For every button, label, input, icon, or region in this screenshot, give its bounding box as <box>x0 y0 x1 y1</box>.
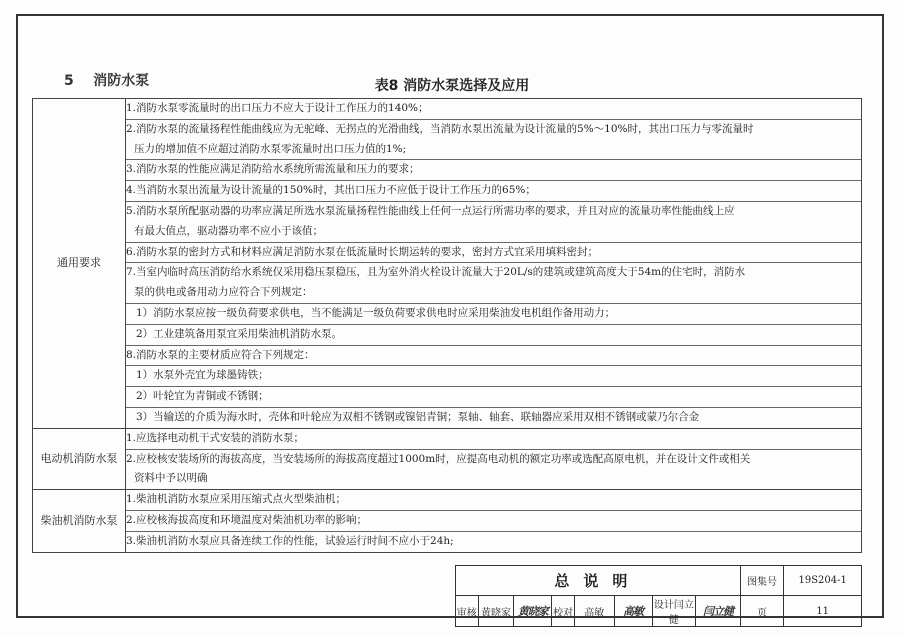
requirement-line: 6.消防水泵的密封方式和材料应满足消防水泵在低流量时长期运转的要求，密封方式宜采用填料密封； <box>126 243 861 264</box>
atlas-number: 19S204-1 <box>784 566 862 596</box>
table-row <box>33 99 862 429</box>
requirement-line: 3.柴油机消防水泵应具备连续工作的性能，试验运行时间不应小于24h; <box>126 534 454 547</box>
section-title: 消防水泵 <box>93 73 150 89</box>
table-row <box>33 428 862 489</box>
requirement-line: 2.消防水泵的流量扬程性能曲线应为无驼峰、无拐点的光滑曲线，当消防水泵出流量为设计流量的5%～10%时，其出口压力与零流量时 <box>126 122 754 135</box>
requirement-line: 7.当室内临时高压消防给水系统仅采用稳压泵稳压，且为室外消火栓设计流量大于20L/s的建筑或建筑高度大于54m的住宅时，消防水 <box>126 266 746 279</box>
design-label: 设计 <box>653 600 674 611</box>
requirement-line: 1.消防水泵零流量时的出口压力不应大于设计工作压力的140%； <box>126 99 861 120</box>
checker-name: 高敏 <box>574 596 614 627</box>
category-cell: 通用要求 <box>33 99 126 429</box>
requirement-line: 4.当消防水泵出流量为设计流量的150%时，其出口压力不应低于设计工作压力的65%； <box>126 181 861 202</box>
designer-name: 闫立健 <box>668 600 694 626</box>
reviewer-name: 黄晓家 <box>478 596 514 627</box>
requirement-line: 2）工业建筑备用泵宜采用柴油机消防水泵。 <box>126 325 861 346</box>
requirements-cell <box>126 428 862 489</box>
requirement-line: 8.消防水泵的主要材质应符合下列规定： <box>126 346 861 367</box>
checker-signature: 高敏 <box>614 596 652 627</box>
requirement-line: 3）当输送的介质为海水时，壳体和叶轮应为双相不锈钢或镍铝青铜；泵轴、轴套、联轴器应采用双相不锈钢或蒙乃尔合金 <box>136 410 700 423</box>
requirement-line: 2.应校核安装场所的海拔高度，当安装场所的海拔高度超过1000m时，应提高电动机的额定功率或选配高原电机，并在设计文件或相关 <box>126 452 751 465</box>
requirement-line: 1.柴油机消防水泵应采用压缩式点火型柴油机； <box>126 490 861 511</box>
page-label: 页 <box>740 596 784 627</box>
requirements-cell <box>126 490 862 552</box>
page-number: 11 <box>784 596 862 627</box>
table-title: 表8 消防水泵选择及应用 <box>374 78 530 94</box>
requirement-line: 1）消防水泵应按一级负荷要求供电，当不能满足一级负荷要求供电时应采用柴油发电机组作备用动力； <box>126 304 861 325</box>
atlas-label: 图集号 <box>740 566 784 596</box>
requirement-line: 资料中予以明确 <box>134 472 208 485</box>
table-row <box>33 490 862 552</box>
requirement-line: 2.应校核海拔高度和环境温度对柴油机功率的影响； <box>126 511 861 532</box>
requirement-line: 1）水泵外壳宜为球墨铸铁； <box>126 366 861 387</box>
category-cell: 柴油机消防水泵 <box>33 490 126 552</box>
drawing-title: 总说明 <box>456 566 741 596</box>
requirement-line: 5.消防水泵所配驱动器的功率应满足所选水泵流量扬程性能曲线上任何一点运行所需功率的要求，并且对应的流量功率性能曲线上应 <box>126 204 735 217</box>
title-block <box>455 565 862 627</box>
requirement-line: 泵的供电或备用动力应符合下列规定： <box>126 283 861 304</box>
requirement-line: 压力的增加值不应超过消防水泵零流量时出口压力值的1%; <box>126 140 861 161</box>
reviewer-signature: 黄晓家 <box>514 596 552 627</box>
pump-spec-table <box>32 98 862 553</box>
requirement-line: 1.应选择电动机干式安装的消防水泵； <box>126 429 861 450</box>
requirement-line: 3.消防水泵的性能应满足消防给水系统所需流量和压力的要求； <box>126 160 861 181</box>
designer-signature: 闫立健 <box>696 596 741 627</box>
requirement-line: 有最大值点，驱动器功率不应小于该值； <box>126 222 861 243</box>
category-cell: 电动机消防水泵 <box>33 428 126 489</box>
requirement-line: 2）叶轮宜为青铜或不锈钢； <box>126 387 861 408</box>
check-label: 校对 <box>552 596 575 627</box>
design-label-and-name <box>652 596 696 627</box>
review-label: 审核 <box>456 596 479 627</box>
requirements-cell <box>126 99 862 429</box>
section-number: 5 <box>64 73 74 89</box>
